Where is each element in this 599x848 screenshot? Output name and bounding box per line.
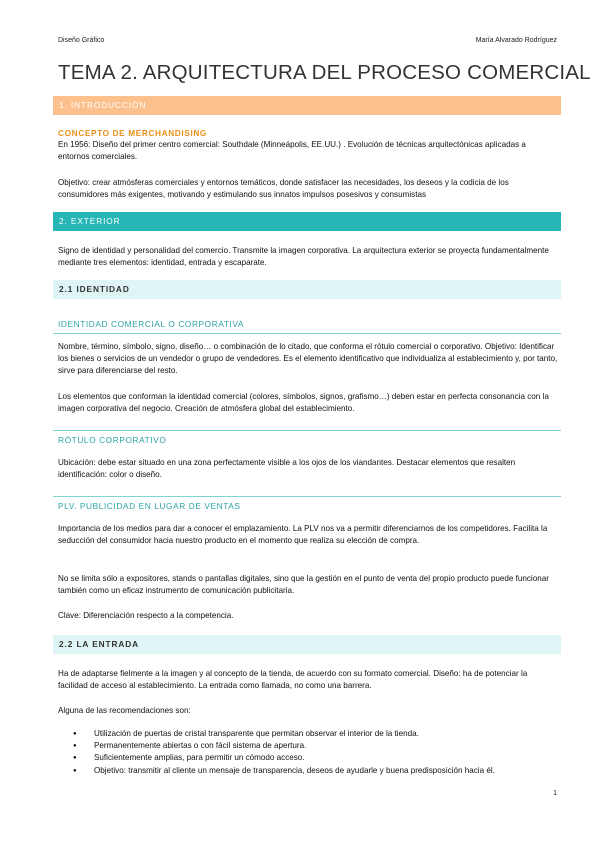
section-heading-introduccion: 1. INTRODUCCIÓN [53,96,561,115]
list-item: ● Suficientemente amplias, para permitir un cómodo acceso. [73,752,495,764]
section-heading-identidad: 2.1 IDENTIDAD [53,280,561,299]
paragraph-exterior-1: Signo de identidad y personalidad del comercio. Transmite la imagen corporativa. La arquitectura exterior se proyecta fundamentalmente mediante tres elementos: identidad, entrada y escaparate. [58,246,549,268]
list-item: ● Utilización de puertas de cristal transparente que permitan observar el interior de la tienda. [73,728,495,740]
list-item: ● Permanentemente abiertas o con fácil sistema de apertura. [73,740,495,752]
page-number: 1 [553,790,557,797]
section-heading-entrada: 2.2 LA ENTRADA [53,635,561,654]
paragraph-identidad-1: Nombre, término, símbolo, signo, diseño… o combinación de lo citado, que conforma el rótulo comercial o corporativo. Objetivo: Identificar los bienes o servicios de un vendedor o grupo de vendedores. Es el elemento identificativo que individualiza al establecimiento y, por tanto, sirve para diferenciarse del resto. [58,342,558,376]
header-author: María Alvarado Rodríguez [475,37,557,44]
recommendations-list [73,728,495,777]
divider-rule [53,333,561,334]
subheading-plv: PLV. PUBLICIDAD EN LUGAR DE VENTAS [58,501,241,511]
paragraph-rotulo: Ubicación: debe estar situado en una zona perfectamente visible a los ojos de los viandantes. Destacar elementos que resalten identificación: color o diseño. [58,458,516,480]
paragraph-plv-3: Clave: Diferenciación respecto a la competencia. [58,611,234,620]
paragraph-intro-1: En 1956: Diseño del primer centro comercial: Southdale (Minneápolis, EE.UU.) . Evolución de técnicas arquitectónicas aplicadas a entornos comerciales. [58,140,526,162]
subheading-merchandising: CONCEPTO DE MERCHANDISING [58,128,207,138]
divider-rule [53,496,561,497]
list-item: ● Objetivo: transmitir al cliente un mensaje de transparencia, deseos de ayudarle y buena predisposición hacia él. [73,765,495,777]
paragraph-plv-2: No se limita sólo a expositores, stands o pantallas digitales, sino que la gestión en el punto de venta del propio producto puede funcionar también como un eficaz instrumento de comunicación publicitaria. [58,574,549,596]
paragraph-identidad-2: Los elementos que conforman la identidad comercial (colores, símbolos, signos, grafismo…) deben estar en perfecta consonancia con la imagen corporativa del negocio. Creación de atmósfera global del establecimiento. [58,392,549,414]
page-title: TEMA 2. ARQUITECTURA DEL PROCESO COMERCIAL [58,61,591,84]
section-heading-exterior: 2. EXTERIOR [53,212,561,231]
paragraph-intro-2: Objetivo: crear atmósferas comerciales y entornos temáticos, donde satisfacer las necesidades, los deseos y la codicia de los consumidores más exigentes, motivando y estimulando sus innatos impulsos posesivos y consumistas [58,178,509,200]
header-course: Diseño Gráfico [58,37,105,44]
subheading-identidad-comercial: IDENTIDAD COMERCIAL O CORPORATIVA [58,319,245,329]
subheading-rotulo: RÓTULO CORPORATIVO [58,435,167,445]
paragraph-entrada-2: Alguna de las recomendaciones son: [58,706,191,715]
paragraph-entrada-1: Ha de adaptarse fielmente a la imagen y al concepto de la tienda, de acuerdo con su formato comercial. Diseño: ha de potenciar la facilidad de acceso al establecimiento. La entrada como llamada, no como una barrera. [58,669,528,691]
paragraph-plv-1: Importancia de los medios para dar a conocer el emplazamiento. La PLV nos va a permitir diferenciarnos de los competidores. Facilita la seducción del consumidor hacia nuestro producto en el momento que realiza su elección de compra. [58,524,548,546]
divider-rule [53,430,561,431]
